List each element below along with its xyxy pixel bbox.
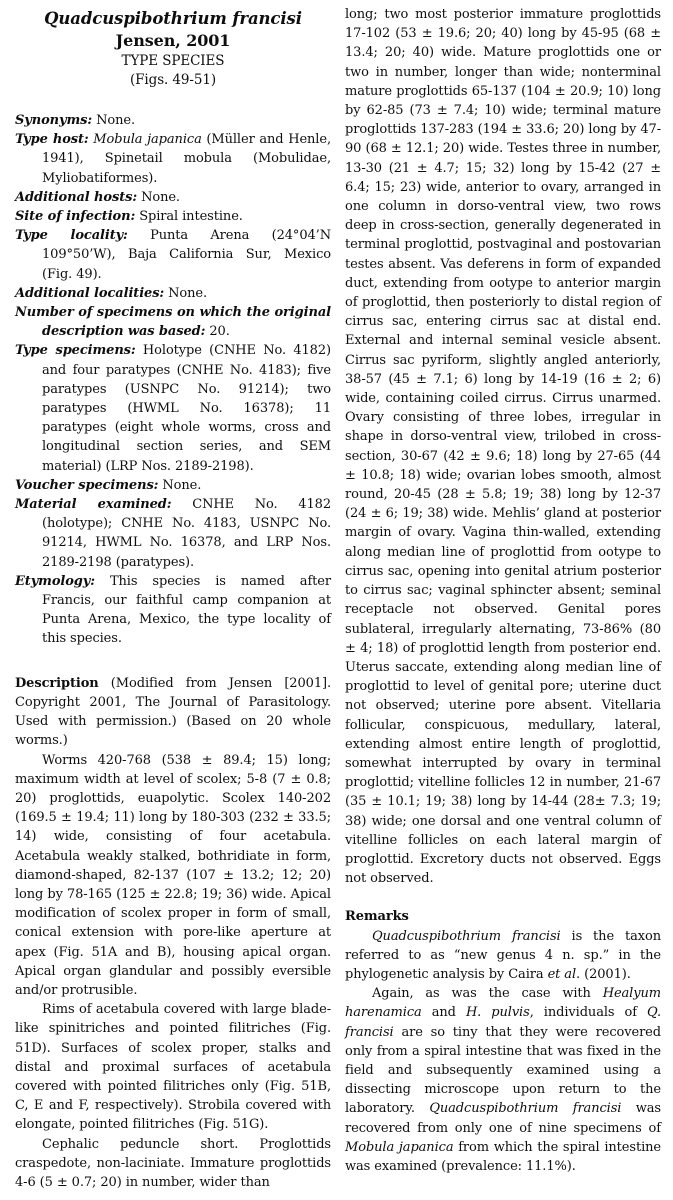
text-segment: Type locality: bbox=[15, 228, 128, 244]
text-segment: is the taxon referred to as “new genus 4 n. sp.” in the phylogenetic analysis by Caira bbox=[345, 928, 661, 982]
text-segment: Quadcuspibothrium francisi bbox=[429, 1101, 622, 1117]
right-column bbox=[345, 5, 661, 1200]
text-segment: Number of specimens on which the original description was based: bbox=[15, 305, 331, 340]
entry-type-specimens bbox=[15, 341, 331, 475]
text-segment: Cephalic peduncle short. Proglottids craspedote, non-laciniate. Immature proglottids 4-6 (5 ± 0.7; 20) in number, wider than bbox=[15, 1136, 331, 1190]
text-segment: Worms 420-768 (538 ± 89.4; 15) long; maximum width at level of scolex; 5-8 (7 ± 0.8; 20) proglottids, euapolytic. Scolex 140-202 (169.5 ± 19.4; 11) long by 180-303 (232 ± 33.5; 14) wide, consisting of four acetabula. Acetabula weakly stalked, bothridiate in form, diamond-shaped, 82-137 (107 ± 13.2; 12; 20) long by 78-165 (125 ± 22.8; 19; 36) wide. Apical modification of scolex proper in form of small, conical extension with pore-like aperture at apex (Fig. 51A and B), housing apical organ. Apical organ glandular and possibly eversible and/or protrusible. bbox=[15, 752, 331, 998]
text-segment: long; two most posterior immature proglottids 17-102 (53 ± 19.6; 20; 40) long by 45-95 (68 ± 13.4; 20; 40) wide. Mature proglottids one or two in number, longer than wide; nonterminal mature proglottids 65-137 (104 ± 20.9; 10) long by 62-85 (73 ± 7.4; 10) wide; terminal mature proglottids 137-283 (194 ± 33.6; 20) long by 47-90 (68 ± 12.1; 20) wide. Testes three in number, 13-30 (21 ± 4.7; 15; 32) long by 15-42 (27 ± 6.4; 15; 23) wide, anterior to ovary, arranged in one column in dorso-ventral view, two rows deep in cross-section, generally degenerated in terminal proglottid, postvaginal and postovarian testes absent. Vas deferens in form of expanded duct, extending from ootype to anterior margin of proglottid, then posteriorly to distal region of cirrus sac, entering cirrus sac at distal end. External and internal seminal vesicle absent. Cirrus sac pyriform, slightly angled anteriorly, 38-57 (45 ± 7.1; 6) long by 14-19 (16 ± 2; 6) wide, containing coiled cirrus. Cirrus unarmed. Ovary consisting of three lobes, irregular in shape in dorso-ventral view, trilobed in cross-section, 30-67 (42 ± 9.6; 18) long by 27-65 (44 ± 10.8; 18) wide; ovarian lobes smooth, almost round, 20-45 (28 ± 5.8; 19; 38) long by 12-37 (24 ± 6; 19; 38) wide. Mehlis’ gland at posterior margin of ovary. Vagina thin-walled, extending along median line of proglottid from ootype to cirrus sac, opening into genital atrium posterior to cirrus sac; vaginal sphincter absent; seminal receptacle not observed. Genital pores sublateral, irregularly alternating, 73-86% (80 ± 4; 18) of proglottid length from posterior end. Uterus saccate, extending along median line of proglottid to level of genital pore; uterine duct not observed; uterine pore absent. Vitellaria follicular, conspicuous, medullary, lateral, extending almost entire length of proglottid, somewhat interrupted by ovary in terminal proglottid; vitelline follicles 12 in number, 21-67 (35 ± 10.1; 19; 38) long by 14-44 (28± 7.3; 19; 38) wide; one dorsal and one ventral column of vitelline follicles on each lateral margin of proglottid. Excretory ducts not observed. Eggs not observed. bbox=[345, 7, 661, 887]
text-segment: are so tiny that they were recovered only from a spiral intestine that was fixed in the field and subsequently examined using a dissecting microscope upon return to the laboratory. bbox=[345, 1024, 661, 1117]
text-segment: None. bbox=[92, 113, 135, 128]
entry-material-examined bbox=[15, 495, 331, 572]
entry-additional-localities bbox=[15, 284, 331, 303]
species-title: Quadcuspibothrium francisi bbox=[44, 9, 302, 28]
entry-voucher-specimens bbox=[15, 476, 331, 495]
text-segment: , individuals of bbox=[529, 1005, 648, 1021]
entry-additional-hosts bbox=[15, 188, 331, 207]
description-paragraph bbox=[15, 751, 331, 1001]
type-species-line: TYPE SPECIES bbox=[121, 53, 225, 69]
text-segment: and bbox=[421, 1005, 466, 1021]
entry-site-of-infection bbox=[15, 207, 331, 226]
text-segment: Description bbox=[15, 675, 99, 691]
entry-synonyms bbox=[15, 111, 331, 130]
text-segment: Synonyms: bbox=[15, 113, 93, 128]
text-segment: (Müller and Henle, 1941), Spinetail mobula (Mobulidae, Myliobatiformes). bbox=[42, 132, 331, 186]
text-segment: Voucher specimens: bbox=[15, 477, 159, 493]
text-segment: Healyum harenamica bbox=[345, 986, 661, 1021]
text-segment: 20. bbox=[205, 324, 230, 340]
description-paragraph bbox=[15, 1135, 331, 1193]
remarks-paragraph bbox=[345, 984, 661, 1176]
text-segment: Q. francisi bbox=[345, 1005, 661, 1040]
text-segment: CNHE No. 4182 (holotype); CNHE No. 4183, USNPC No. 91214, HWML No. 16378, and LRP Nos. 2189-2198 (paratypes). bbox=[42, 497, 331, 570]
entry-number-of-specimens bbox=[15, 303, 331, 341]
text-segment: et al bbox=[547, 966, 577, 982]
text-segment: Mobula japanica bbox=[93, 132, 202, 148]
description-section bbox=[15, 674, 331, 1192]
figure-reference-line: (Figs. 49-51) bbox=[130, 72, 216, 88]
text-segment: Material examined: bbox=[15, 497, 172, 513]
text-segment: Additional localities: bbox=[15, 285, 165, 301]
remarks-paragraph bbox=[345, 927, 661, 985]
text-segment: Again, as was the case with bbox=[372, 986, 603, 1002]
left-column bbox=[15, 5, 331, 1200]
text-segment: None. bbox=[164, 285, 208, 301]
text-segment: Etymology: bbox=[15, 573, 95, 589]
description-continued-section bbox=[345, 5, 661, 888]
entry-type-locality bbox=[15, 226, 331, 284]
text-segment: Mobula japanica bbox=[345, 1139, 454, 1155]
remarks-heading bbox=[345, 907, 661, 926]
text-segment: None. bbox=[137, 189, 180, 205]
remarks-section bbox=[345, 907, 661, 1176]
text-segment: Spiral intestine. bbox=[135, 209, 243, 225]
text-segment: Punta Arena (24°04’N 109°50’W), Baja California Sur, Mexico (Fig. 49). bbox=[42, 228, 331, 282]
description-paragraph bbox=[15, 1000, 331, 1134]
taxonomic-entries-section bbox=[15, 111, 331, 649]
text-segment: was recovered from only one of nine specimens of bbox=[345, 1101, 661, 1136]
entry-type-host bbox=[15, 130, 331, 188]
text-segment: Type specimens: bbox=[15, 343, 136, 359]
text-segment: Rims of acetabula covered with large blade-like spinitriches and pointed filitriches (Fig. 51D). Surfaces of scolex proper, stalks and distal and proximal surfaces of acetabula covered with pointed filitriches only (Fig. 51B, C, E and F, respectively). Strobila covered with elongate, pointed filitriches (Fig. 51G). bbox=[15, 1002, 331, 1133]
text-segment: Holotype (CNHE No. 4182) and four paratypes (CNHE No. 4183); five paratypes (USNPC No. 91214); two paratypes (HWML No. 16378); 11 paratypes (eight whole worms, cross and longitudinal section series, and SEM material) (LRP Nos. 2189-2198). bbox=[42, 343, 331, 474]
text-segment: H. pulvis bbox=[465, 1005, 530, 1021]
text-segment: Additional hosts: bbox=[15, 189, 138, 205]
text-segment: This species is named after Francis, our faithful camp companion at Punta Arena, Mexico, the type locality of this species. bbox=[42, 573, 331, 647]
text-segment: Quadcuspibothrium francisi bbox=[372, 928, 561, 944]
entry-etymology bbox=[15, 572, 331, 649]
text-segment: Type host: bbox=[15, 132, 89, 148]
text-segment: . (2001). bbox=[576, 966, 631, 982]
text-segment: Site of infection: bbox=[15, 209, 136, 225]
description-heading-paragraph bbox=[15, 674, 331, 751]
text-segment: (Modified from Jensen [2001]. Copyright 2001, The Journal of Parasitology. Used with permission.) (Based on 20 whole worms.) bbox=[15, 675, 331, 749]
text-segment: Remarks bbox=[345, 909, 409, 925]
authority-line: Jensen, 2001 bbox=[115, 31, 231, 50]
text-segment: None. bbox=[158, 477, 202, 493]
text-segment: from which the spiral intestine was examined (prevalence: 11.1%). bbox=[345, 1139, 661, 1174]
species-header bbox=[15, 8, 331, 90]
description-continuation-paragraph bbox=[345, 5, 661, 888]
